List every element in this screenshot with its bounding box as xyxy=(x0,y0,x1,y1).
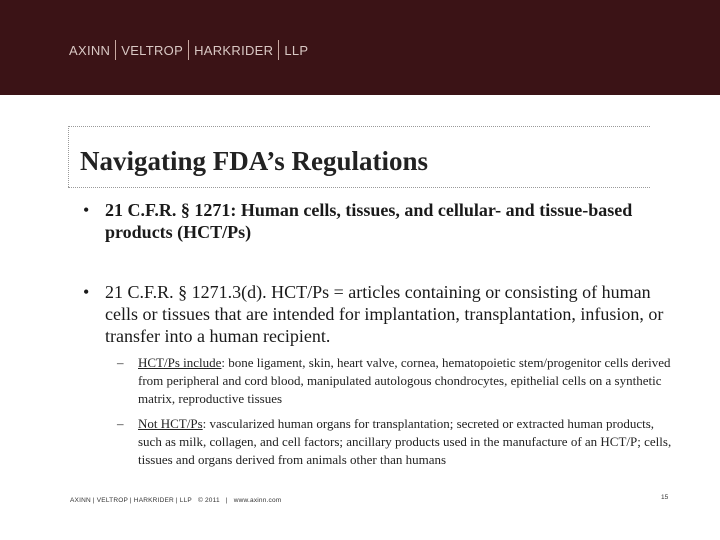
logo-part-harkrider: HARKRIDER xyxy=(194,42,274,58)
sub-bullet-lead: HCT/Ps include xyxy=(138,355,222,370)
footer-copyright: © 2011 xyxy=(197,497,220,504)
bullet-item xyxy=(83,281,673,347)
footer xyxy=(70,497,285,504)
title-top-rule xyxy=(68,126,650,127)
logo-part-llp: LLP xyxy=(284,42,309,58)
bullet-item xyxy=(83,199,673,243)
sub-bullet-item xyxy=(117,354,677,408)
sub-bullet-text xyxy=(138,354,677,408)
sub-bullet-body: : vascularized human organs for transplantation; secreted or extracted human products, such as milk, collagen, and cell factors; ancillary products used in the manufacture of an HCT/P; cells, tissues and organs derived from animals other than humans xyxy=(138,416,672,467)
logo-part-axinn: AXINN xyxy=(69,42,111,58)
header-banner xyxy=(0,0,720,95)
page-number: 15 xyxy=(661,494,669,501)
footer-firm: AXINN | VELTROP | HARKRIDER | LLP xyxy=(70,497,192,504)
bullet-marker: • xyxy=(83,282,90,302)
logo-divider xyxy=(188,40,189,60)
bullet-text: 21 C.F.R. § 1271: Human cells, tissues, and cellular- and tissue-based products (HCT/Ps) xyxy=(105,200,633,242)
footer-divider: | xyxy=(225,497,228,504)
sub-bullet-marker: – xyxy=(117,416,124,431)
logo-divider xyxy=(278,40,279,60)
title-left-rule xyxy=(68,126,69,187)
logo-part-veltrop: VELTROP xyxy=(121,42,184,58)
footer-url: www.axinn.com xyxy=(233,497,282,504)
sub-bullet-text xyxy=(138,415,677,469)
logo-divider xyxy=(115,40,116,60)
firm-logo xyxy=(69,40,308,60)
slide-title: Navigating FDA’s Regulations xyxy=(80,146,429,176)
bullet-marker: • xyxy=(83,200,90,220)
sub-bullet-item xyxy=(117,415,677,469)
sub-bullet-body: : bone ligament, skin, heart valve, cornea, hematopoietic stem/progenitor cells derived from peripheral and cord blood, manipulated autologous chondrocytes, epithelial cells on a synthetic matrix, reproductive tissues xyxy=(138,355,671,406)
sub-bullet-lead: Not HCT/Ps xyxy=(138,416,203,431)
bullet-text: 21 C.F.R. § 1271.3(d). HCT/Ps = articles containing or consisting of human cells or tissues that are intended for implantation, transplantation, infusion, or transfer into a human recipient. xyxy=(105,282,664,346)
title-bottom-rule xyxy=(68,187,650,188)
sub-bullet-marker: – xyxy=(117,355,124,370)
